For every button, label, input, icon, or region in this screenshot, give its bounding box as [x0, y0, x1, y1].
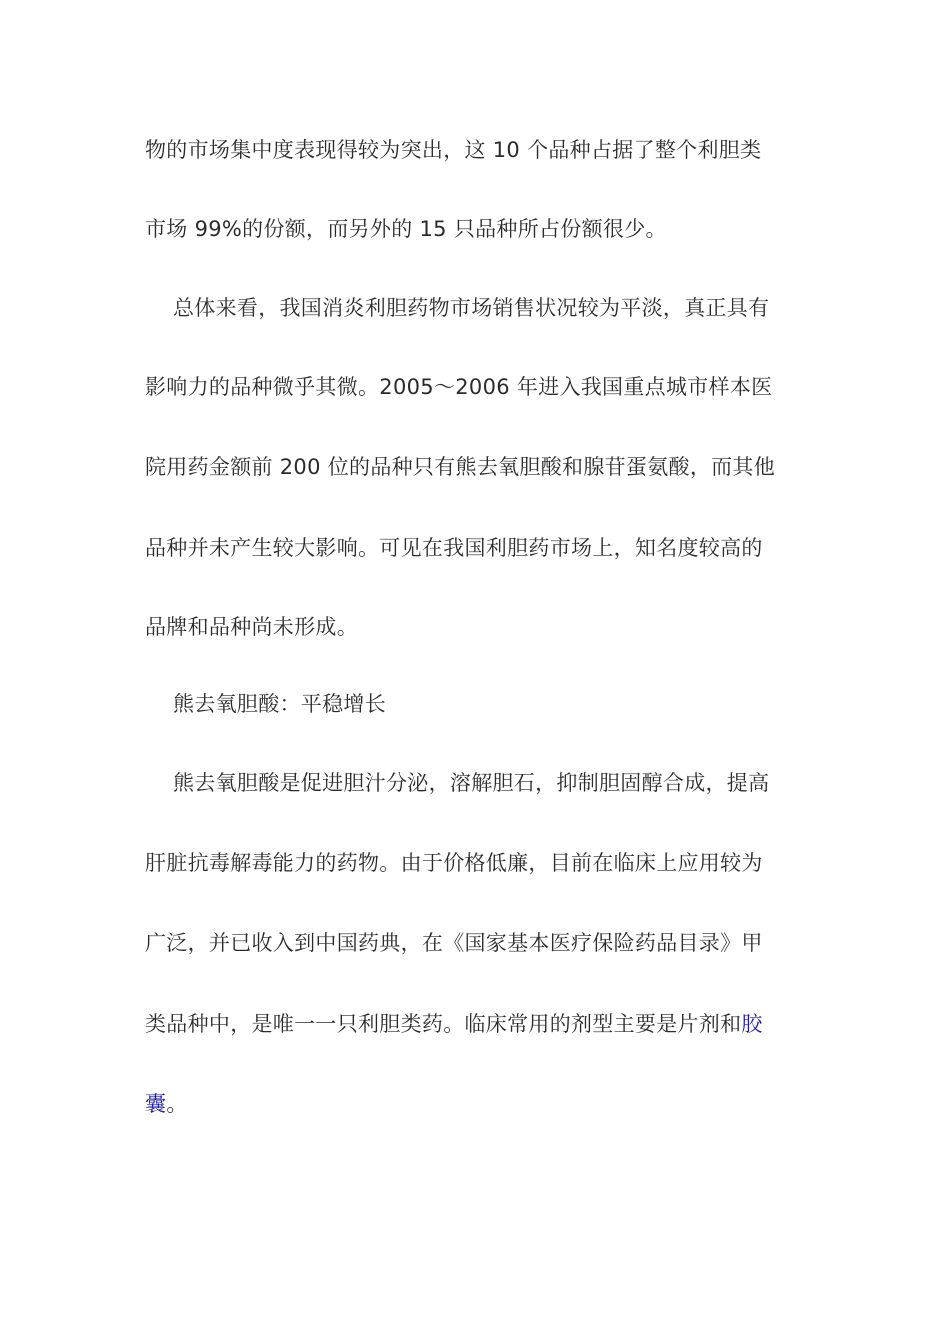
paragraph-line: 熊去氧胆酸是促进胆汁分泌，溶解胆石，抑制胆固醇合成，提高	[173, 771, 770, 795]
paragraph-line: 品牌和品种尚未形成。	[145, 615, 358, 639]
paragraph-line: 品种并未产生较大影响。可见在我国利胆药市场上，知名度较高的	[145, 536, 763, 560]
paragraph-line: 市场 99%的份额，而另外的 15 只品种所占份额很少。	[145, 217, 667, 241]
paragraph-line: 院用药金额前 200 位的品种只有熊去氧胆酸和腺苷蛋氨酸，而其他	[145, 455, 776, 479]
paragraph-line	[145, 1009, 763, 1039]
paragraph-line: 肝脏抗毒解毒能力的药物。由于价格低廉，目前在临床上应用较为	[145, 851, 763, 875]
capsule-link[interactable]: 胶	[741, 1012, 763, 1036]
paragraph-line: 影响力的品种微乎其微。2005～2006 年进入我国重点城市样本医	[145, 375, 773, 399]
capsule-link-continued[interactable]: 囊	[145, 1092, 167, 1116]
paragraph-text: 类品种中，是唯一一只利胆类药。临床常用的剂型主要是片剂和	[145, 1012, 742, 1036]
paragraph-line: 物的市场集中度表现得较为突出，这 10 个品种占据了整个利胆类	[145, 138, 762, 162]
paragraph-line: 总体来看，我国消炎利胆药物市场销售状况较为平淡，真正具有	[173, 296, 770, 320]
period: 。	[166, 1092, 188, 1116]
paragraph-line: 广泛，并已收入到中国药典，在《国家基本医疗保险药品目录》甲	[145, 931, 763, 955]
section-heading: 熊去氧胆酸：平稳增长	[173, 692, 386, 716]
paragraph-line	[145, 1089, 188, 1119]
